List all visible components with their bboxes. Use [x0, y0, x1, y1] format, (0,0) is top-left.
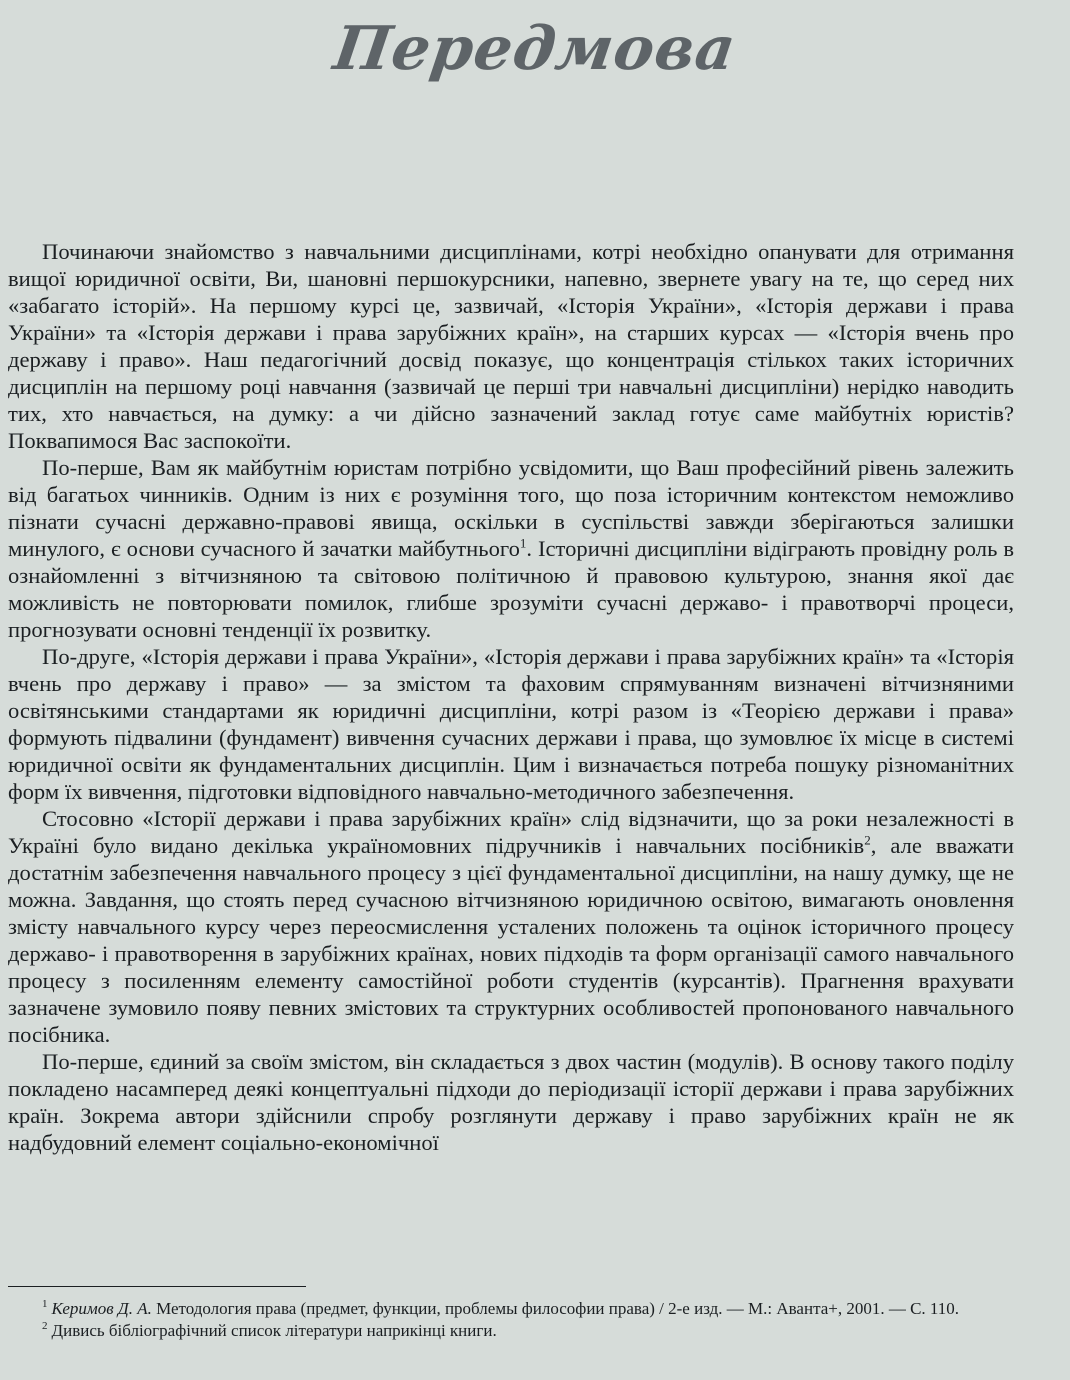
paragraph-text: . Історичні дисципліни відіграють провідну роль в ознайомленні з вітчизняною та світовою політичною й правовою культурою, знання якої дає можливість не повторювати помилок, глибше зрозуміти сучасні державо- і правотворчі процеси, прогнозувати основні тенденції їх розвитку. — [8, 536, 1014, 642]
footnote-text: Дивись бібліографічний список літератури наприкінці книги. — [51, 1321, 497, 1340]
footnote-reference: 1 — [519, 535, 527, 551]
paragraph-text: По-перше, Вам як майбутнім юристам потрібно усвідомити, що Ваш професійний рівень залежить від багатьох чинників. Одним із них є розуміння того, що поза історичним контекстом неможливо пізнати сучасні державно-правові явища, оскільки в суспільстві завжди зберігаються залишки минулого, є основи сучасного й зачатки майбутнього — [8, 455, 1014, 561]
paragraph-text: Стосовно «Історії держави і права зарубіжних країн» слід відзначити, що за роки незалежності в Україні було видано декілька україномовних підручників і навчальних посібників — [8, 806, 1014, 858]
paragraph — [8, 238, 1014, 454]
footnote-divider — [8, 1286, 306, 1287]
footnote — [8, 1320, 1014, 1342]
footnote — [8, 1298, 1014, 1320]
paragraph — [8, 454, 1014, 643]
paragraph-text: , але вважати достатнім забезпечення навчального процесу з цієї фундаментальної дисципліни, на нашу думку, ще не можна. Завдання, що стоять перед сучасною вітчизняною юридичною освітою, вимагають оновлення змісту навчального курсу через переосмислення усталених положень та оцінок історичного процесу державо- і правотворення в зарубіжних країнах, нових підходів та форм організації самого навчального процесу з посиленням елементу самостійної роботи студентів (курсантів). Прагнення врахувати зазначене зумовило появу певних змістових та структурних особливостей пропонованого навчального посібника. — [8, 833, 1014, 1047]
footnote-number: 1 — [42, 1298, 48, 1311]
paragraph-text: По-перше, єдиний за своїм змістом, він складається з двох частин (модулів). В основу такого поділу покладено насамперед деякі концептуальні підходи до періодизації історії держави і права зарубіжних країн. Зокрема автори здійснили спробу розглянути державу і право зарубіжних країн не як надбудовний елемент соціально-економічної — [8, 1049, 1014, 1155]
body-text — [8, 238, 1014, 1156]
footnote-number: 2 — [42, 1320, 48, 1333]
paragraph — [8, 805, 1014, 1048]
page-title: Передмова — [329, 14, 741, 84]
paragraph — [8, 643, 1014, 805]
paragraph — [8, 1048, 1014, 1156]
paragraph-text: Починаючи знайомство з навчальними дисциплінами, котрі необхідно опанувати для отримання вищої юридичної освіти, Ви, шановні першокурсники, напевно, звернете увагу на те, що серед них «забагато історій». На першому курсі це, зазвичай, «Історія України», «Історія держави і права України» та «Історія держави і права зарубіжних країн», на старших курсах — «Історія вчень про державу і право». Наш педагогічний досвід показує, що концентрація стількох таких історичних дисциплін на першому році навчання (зазвичай це перші три навчальні дисципліни) нерідко наводить тих, хто навчається, на думку: а чи дійсно зазначений заклад готує саме майбутніх юристів? Поквапимося Вас заспокоїти. — [8, 239, 1014, 453]
footnote-text: Методология права (предмет, функции, проблемы философии права) / 2-е изд. — М.: Аванта+, 2001. — С. 110. — [151, 1299, 960, 1318]
paragraph-text: По-друге, «Історія держави і права України», «Історія держави і права зарубіжних країн» та «Історія вчень про державу і право» — за змістом та фаховим спрямуванням визначені вітчизняними освітянськими стандартами як юридичні дисципліни, котрі разом із «Теорією держави і права» формують підвалини (фундамент) вивчення сучасних держави і права, що зумовлює їх місце в системі юридичної освіти як фундаментальних дисциплін. Цим і визначається потреба пошуку різноманітних форм їх вивчення, підготовки відповідного навчально-методичного забезпечення. — [8, 644, 1014, 804]
footnote-reference: 2 — [864, 832, 871, 848]
footnote-author: Керимов Д. А. — [51, 1299, 152, 1318]
footnotes — [8, 1298, 1014, 1342]
